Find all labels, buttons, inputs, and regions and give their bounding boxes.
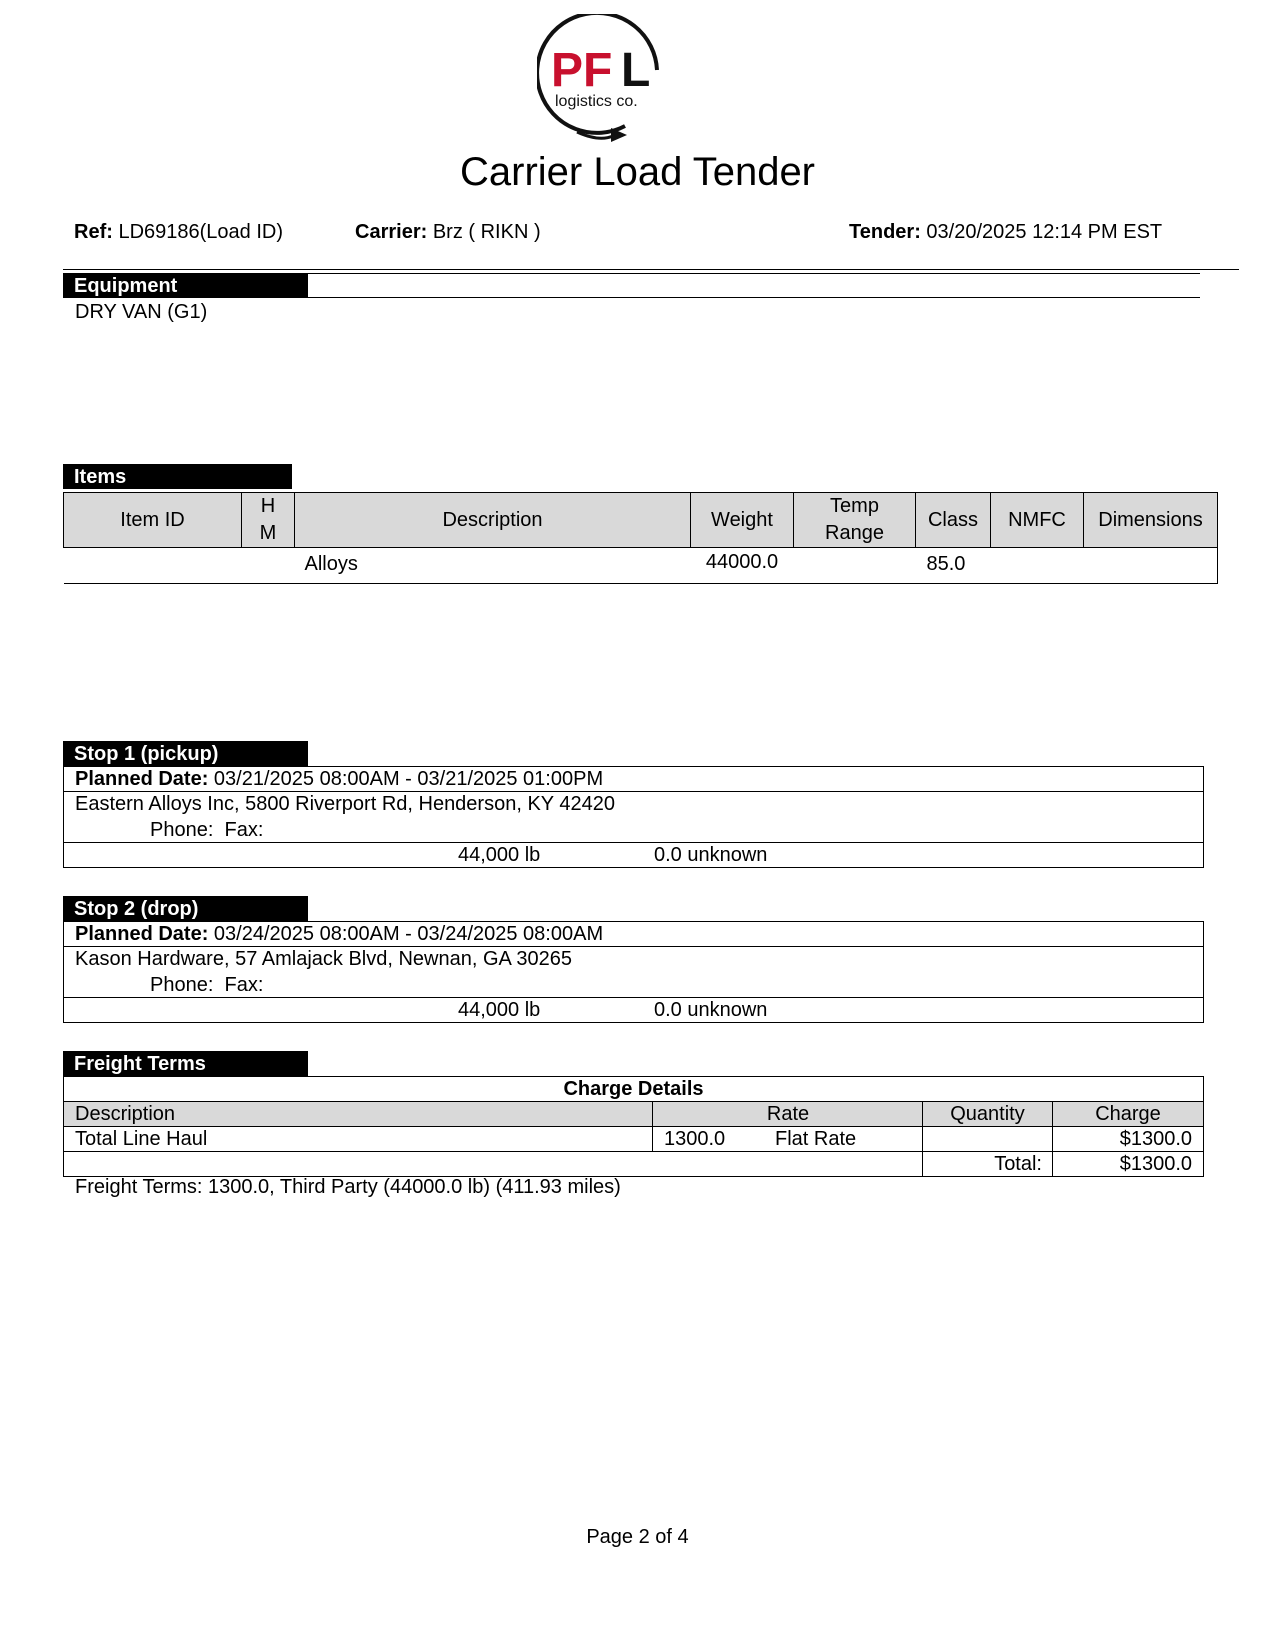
stop2-address-row [64, 947, 1203, 998]
stop2-phone-fax: Phone: Fax: [150, 974, 264, 996]
equipment-rule-top [308, 273, 1200, 274]
charge-title-row [64, 1077, 1203, 1102]
page-number: Page 2 of 4 [586, 1526, 689, 1548]
stop1-address-row [64, 792, 1203, 843]
item-description: Alloys [304, 553, 358, 575]
stop2-planned-label: Planned Date: [75, 923, 209, 945]
svg-text:PF: PF [551, 44, 613, 97]
charge-details-box [63, 1076, 1204, 1177]
equipment-value: DRY VAN (G1) [75, 301, 208, 323]
charge-total-label: Total: [994, 1153, 1042, 1175]
stop2-box [63, 921, 1204, 1023]
items-heading: Items [63, 464, 292, 489]
svg-text:logistics co.: logistics co. [555, 93, 638, 110]
col-weight: Weight [691, 493, 794, 548]
col-temp-range: Temp Range [794, 493, 916, 548]
stop2-volume: 0.0 unknown [654, 999, 768, 1021]
svg-text:L: L [621, 44, 651, 97]
stop2-planned-row [64, 922, 1203, 947]
charge-total-row [64, 1152, 1203, 1176]
equipment-rule-bottom [308, 297, 1200, 298]
carrier-field: Carrier: Brz ( RIKN ) [355, 221, 541, 243]
col-description: Description [295, 493, 691, 548]
charge-line-charge: $1300.0 [1119, 1128, 1192, 1150]
stop2-weight: 44,000 lb [458, 999, 541, 1021]
col-hm: H M [242, 493, 295, 548]
col-class: Class [916, 493, 991, 548]
document-title: Carrier Load Tender [459, 150, 816, 194]
stop1-phone-fax: Phone: Fax: [150, 819, 264, 841]
stop2-planned-date: 03/24/2025 08:00AM - 03/24/2025 08:00AM [213, 923, 604, 945]
company-logo [537, 14, 673, 146]
stop2-heading: Stop 2 (drop) [63, 896, 308, 921]
ref-field: Ref: LD69186(Load ID) [74, 221, 284, 243]
col-item-id: Item ID [64, 493, 242, 548]
stop1-planned-row [64, 767, 1203, 792]
stop1-totals-row [64, 843, 1203, 867]
stop1-planned-date: 03/21/2025 08:00AM - 03/21/2025 01:00PM [213, 768, 604, 790]
stop1-heading: Stop 1 (pickup) [63, 741, 308, 766]
equipment-heading: Equipment [63, 273, 308, 298]
charge-col-rate: Rate [766, 1103, 810, 1125]
item-class: 85.0 [916, 548, 1218, 584]
freight-terms-text: Freight Terms: 1300.0, Third Party (44000.0 lb) (411.93 miles) [75, 1176, 621, 1198]
items-table [63, 492, 1218, 584]
stop1-box [63, 766, 1204, 868]
charge-header-row [64, 1102, 1203, 1127]
charge-col-quantity: Quantity [950, 1103, 1025, 1125]
item-temp-range [794, 548, 916, 584]
stop2-totals-row [64, 998, 1203, 1022]
stop1-volume: 0.0 unknown [654, 844, 768, 866]
charge-title: Charge Details [563, 1078, 704, 1100]
table-row [64, 548, 1218, 584]
col-nmfc: NMFC [991, 493, 1084, 548]
charge-line-description: Total Line Haul [75, 1128, 208, 1150]
stop1-address: Eastern Alloys Inc, 5800 Riverport Rd, Henderson, KY 42420 [75, 793, 615, 815]
charge-col-description: Description [75, 1103, 176, 1125]
charge-line-rate: 1300.0 [664, 1128, 726, 1150]
tender-field: Tender: 03/20/2025 12:14 PM EST [849, 221, 1163, 243]
stop2-address: Kason Hardware, 57 Amlajack Blvd, Newnan, GA 30265 [75, 948, 572, 970]
col-dimensions: Dimensions [1084, 493, 1218, 548]
stop1-weight: 44,000 lb [458, 844, 541, 866]
item-weight: 44000.0 [705, 551, 779, 573]
charge-line-row [64, 1127, 1203, 1152]
header-divider [63, 269, 1239, 270]
charge-total-value: $1300.0 [1119, 1153, 1192, 1175]
charge-col-charge: Charge [1095, 1103, 1161, 1125]
stop1-planned-label: Planned Date: [75, 768, 209, 790]
charge-line-rate-type: Flat Rate [775, 1128, 857, 1150]
freight-heading: Freight Terms [63, 1051, 308, 1076]
